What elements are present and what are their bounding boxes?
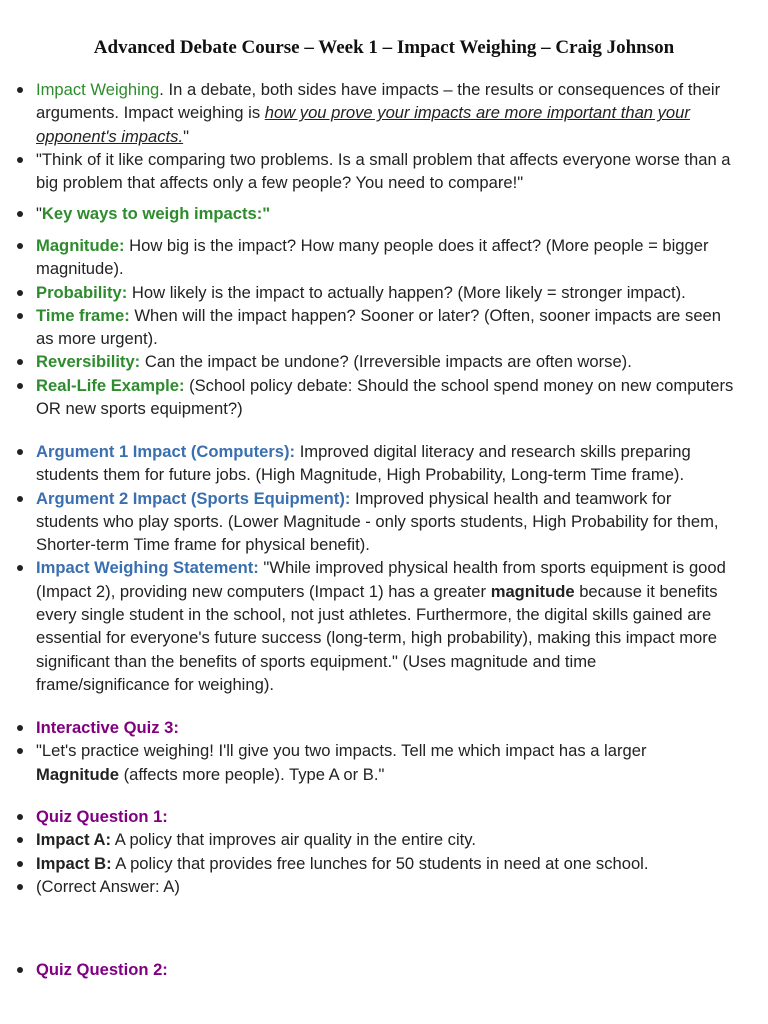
document-title: Advanced Debate Course – Week 1 – Impact Weighing – Craig Johnson <box>93 37 675 58</box>
quiz-heading: Interactive Quiz 3: <box>36 718 179 737</box>
term-impact-weighing: Impact Weighing <box>36 80 160 99</box>
quiz-question-1 <box>0 805 768 898</box>
arguments-section <box>0 440 768 696</box>
quiz-section <box>0 716 768 786</box>
list-item: Probability: How likely is the impact to actually happen? (More likely = stronger impact). <box>0 281 768 304</box>
list-item: "Let's practice weighing! I'll give you two impacts. Tell me which impact has a larger Magnitude (affects more people). Type A or B." <box>0 739 768 786</box>
list-item: Argument 2 Impact (Sports Equipment): Improved physical health and teamwork for students who play sports. (Lower Magnitude - only sports students, High Probability for them, Shorter-term Time frame for physical benefit). <box>0 487 768 557</box>
list-item <box>0 716 768 739</box>
quiz-question-2 <box>0 958 768 981</box>
intro-section <box>0 78 768 194</box>
list-item: Time frame: When will the impact happen? Sooner or later? (Often, sooner impacts are seen as more urgent). <box>0 304 768 351</box>
key-ways-section <box>0 202 768 225</box>
definition-underlined: how you prove your impacts are more important than your opponent's impacts. <box>36 103 690 146</box>
list-item: Impact A: A policy that improves air quality in the entire city. <box>0 828 768 851</box>
list-item: Real-Life Example: (School policy debate: Should the school spend money on new computers OR new sports equipment?) <box>0 374 768 421</box>
list-item: Quiz Question 2: <box>0 958 768 981</box>
key-ways-heading: Key ways to weigh impacts:" <box>41 204 271 223</box>
ways-list <box>0 234 768 420</box>
list-item: Reversibility: Can the impact be undone? (Irreversible impacts are often worse). <box>0 350 768 373</box>
list-item: "Think of it like comparing two problems. Is a small problem that affects everyone worse than a big problem that affects only a few people? You need to compare!" <box>0 148 768 195</box>
list-item: "Key ways to weigh impacts:" <box>0 202 768 225</box>
list-item: (Correct Answer: A) <box>0 875 768 898</box>
list-item: Impact Weighing. In a debate, both sides have impacts – the results or consequences of their arguments. Impact weighing is how you prove your impacts are more important than your opponent's impacts." <box>0 78 768 148</box>
list-item: Impact Weighing Statement: "While improved physical health from sports equipment is good (Impact 2), providing new computers (Impact 1) has a greater magnitude because it benefits every single student in the school, not just athletes. Furthermore, the digital skills gained are essential for everyone's future success (long-term, high probability), making this impact more significant than the benefits of sports equipment." (Uses magnitude and time frame/significance for weighing). <box>0 556 768 696</box>
list-item: Argument 1 Impact (Computers): Improved digital literacy and research skills preparing students them for future jobs. (High Magnitude, High Probability, Long-term Time frame). <box>0 440 768 487</box>
list-item: Impact B: A policy that provides free lunches for 50 students in need at one school. <box>0 852 768 875</box>
list-item: Quiz Question 1: <box>0 805 768 828</box>
list-item: Magnitude: How big is the impact? How many people does it affect? (More people = bigger magnitude). <box>0 234 768 281</box>
